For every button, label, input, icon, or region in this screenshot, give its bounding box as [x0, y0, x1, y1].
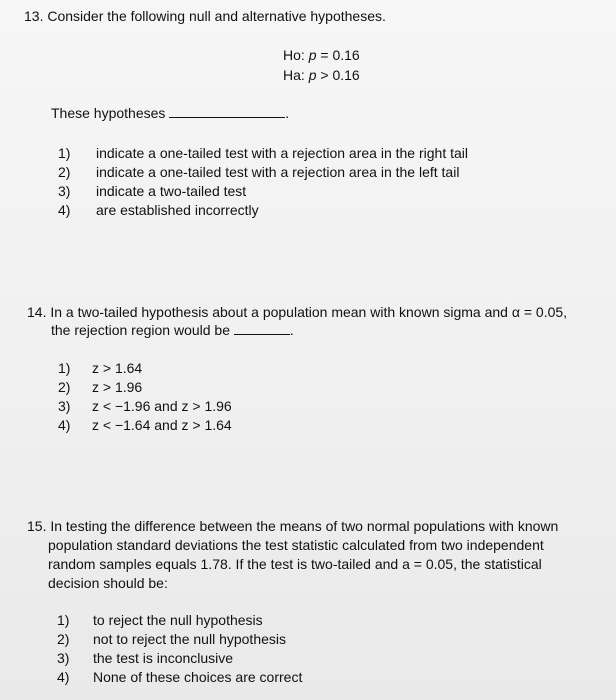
q13-title: 13. Consider the following null and alternative hypotheses. — [24, 8, 386, 24]
q13-answer-blank — [169, 105, 285, 118]
q13-stem: These hypotheses . — [51, 105, 290, 121]
q15-option-1: 1) to reject the null hypothesis — [57, 612, 263, 628]
q14-option-2: 2) z > 1.96 — [58, 379, 143, 395]
q15-options — [57, 612, 457, 688]
q15-line-2: population standard deviations the test statistic calculated from two independent — [48, 537, 544, 553]
q14-option-3: 3) z < −1.96 and z > 1.96 — [58, 398, 232, 414]
q13-null-hypothesis: Ho: p = 0.16 — [283, 47, 360, 63]
q15-line-1: 15. In testing the difference between the means of two normal populations with known — [27, 518, 559, 534]
q14-options — [58, 360, 458, 436]
q15-line-4: decision should be: — [48, 575, 168, 591]
q15-option-4: 4) None of these choices are correct — [57, 669, 303, 685]
q13-option-3: 3) indicate a two-tailed test — [58, 183, 247, 199]
q13-option-1: 1) indicate a one-tailed test with a rejection area in the right tail — [58, 145, 468, 161]
q15-option-2: 2) not to reject the null hypothesis — [57, 631, 287, 647]
q14-line-1: 14. In a two-tailed hypothesis about a population mean with known sigma and α = 0.05, — [27, 304, 568, 320]
q13-options — [58, 145, 578, 221]
q13-option-2: 2) indicate a one-tailed test with a rejection area in the left tail — [58, 164, 460, 180]
q15-line-3: random samples equals 1.78. If the test is two-tailed and a = 0.05, the statistical — [48, 556, 542, 572]
q14-answer-blank — [234, 322, 290, 335]
q15-option-3: 3) the test is inconclusive — [57, 650, 234, 666]
q13-alternative-hypothesis: Ha: p > 0.16 — [283, 67, 360, 83]
q14-option-4: 4) z < −1.64 and z > 1.64 — [58, 417, 232, 433]
q13-option-4: 4) are established incorrectly — [58, 202, 259, 218]
q14-line-2: the rejection region would be . — [51, 322, 294, 338]
q14-option-1: 1) z > 1.64 — [58, 360, 143, 376]
